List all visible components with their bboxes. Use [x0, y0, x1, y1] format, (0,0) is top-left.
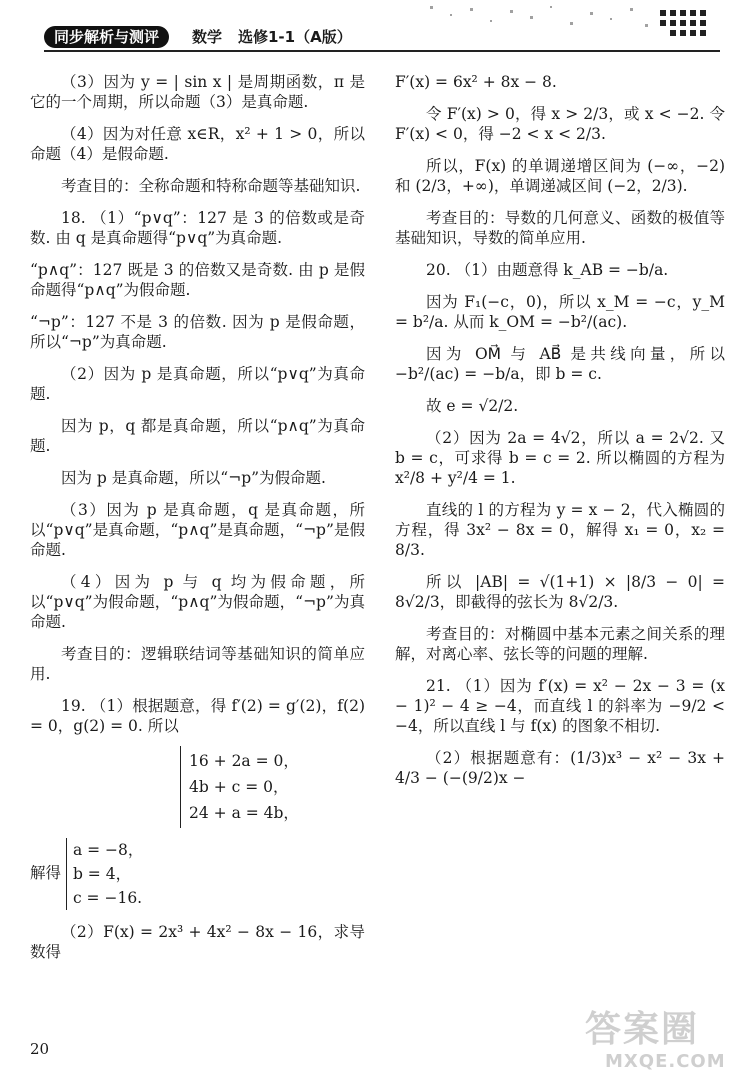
- paragraph: （2）因为 2a = 4√2，所以 a = 2√2. 又 b = c，可求得 b = c = 2. 所以椭圆的方程为 x²/8 + y²/4 = 1.: [395, 429, 725, 487]
- paragraph: 考查目的：全称命题和特称命题等基础知识.: [61, 177, 361, 195]
- paragraph: 令 F′(x) > 0，得 x > 2/3，或 x < −2. 令 F′(x) < 0，得 −2 < x < 2/3.: [395, 105, 725, 143]
- paragraph: 因为 p 是真命题，所以“¬p”为假命题.: [61, 469, 326, 487]
- watermark-logo: [585, 1010, 735, 1080]
- left-column: [30, 66, 365, 968]
- paragraph: 因为 OM⃗ 与 AB⃗ 是共线向量，所以 −b²/(ac) = −b/a，即 b = c.: [395, 345, 725, 383]
- paragraph: 考查目的：导数的几何意义、函数的极值等基础知识，导数的简单应用.: [395, 209, 725, 247]
- paragraph: （2）F(x) = 2x³ + 4x² − 8x − 16，求导数得: [30, 923, 365, 961]
- equation: a = −8，: [72, 841, 144, 859]
- equation: 16 + 2a = 0，: [189, 752, 299, 770]
- page-number: 20: [30, 1040, 50, 1058]
- paragraph: 因为 F₁(−c，0)，所以 x_M = −c，y_M = b²/a. 从而 k_OM = −b²/(ac).: [395, 293, 725, 331]
- page-header: [0, 0, 750, 58]
- subject-label: 数学: [192, 28, 223, 46]
- series-title: 同步解析与测评: [44, 26, 169, 48]
- equation: 4b + c = 0，: [189, 778, 289, 796]
- solve-label: 解得: [30, 864, 62, 882]
- paragraph: （3）因为 p 是真命题，q 是真命题，所以“p∨q”是真命题，“p∧q”是真命题，“¬p”是假命题.: [30, 501, 365, 559]
- course-label: 选修1-1（A版）: [238, 28, 352, 46]
- paragraph: 考查目的：逻辑联结词等基础知识的简单应用.: [30, 645, 365, 683]
- equation-system: [30, 742, 365, 832]
- paragraph: 21. （1）因为 f′(x) = x² − 2x − 3 = (x − 1)² − 4 ≥ −4，而直线 l 的斜率为 −9/2 < −4，所以直线 l 与 f(x) 的图象不相切.: [395, 677, 725, 735]
- right-column: [395, 66, 725, 794]
- paragraph: “¬p”：127 不是 3 的倍数. 因为 p 是假命题，所以“¬p”为真命题.: [30, 313, 365, 351]
- paragraph: F′(x) = 6x² + 8x − 8.: [395, 73, 557, 91]
- paragraph: 所以，F(x) 的单调递增区间为 (−∞，−2) 和 (2/3，+∞)，单调递减区间 (−2，2/3).: [395, 157, 725, 195]
- paragraph: 18. （1）“p∨q”：127 是 3 的倍数或是奇数. 由 q 是真命题得“p∨q”为真命题.: [30, 209, 365, 247]
- paragraph: 因为 p，q 都是真命题，所以“p∧q”为真命题.: [30, 417, 365, 455]
- paragraph: 直线的 l 的方程为 y = x − 2，代入椭圆的方程，得 3x² − 8x = 0，解得 x₁ = 0，x₂ = 8/3.: [395, 501, 725, 559]
- watermark-url: MXQE.COM: [605, 1051, 726, 1072]
- paragraph: （2）因为 p 是真命题，所以“p∨q”为真命题.: [30, 365, 365, 403]
- header-rule: [44, 50, 720, 52]
- paragraph: （2）根据题意有：(1/3)x³ − x² − 3x + 4/3 − (−(9/2)x −: [395, 749, 725, 787]
- solution-block: [30, 832, 365, 916]
- paragraph: 20. （1）由题意得 k_AB = −b/a.: [426, 261, 669, 279]
- equation: 24 + a = 4b，: [189, 804, 299, 822]
- paragraph: （3）因为 y = | sin x | 是周期函数，π 是它的一个周期，所以命题（3）是真命题.: [30, 73, 365, 111]
- header-decoration: [390, 0, 720, 48]
- paragraph: 考查目的：对椭圆中基本元素之间关系的理解，对离心率、弦长等的问题的理解.: [395, 625, 725, 663]
- equation: c = −16.: [72, 889, 143, 907]
- paragraph: 19. （1）根据题意，得 f′(2) = g′(2)，f(2) = 0，g(2) = 0. 所以: [30, 697, 365, 735]
- paragraph: 故 e = √2/2.: [426, 397, 519, 415]
- paragraph: 所以 |AB| = √(1+1) × |8/3 − 0| = 8√2/3，即截得的弦长为 8√2/3.: [395, 573, 725, 611]
- equation: b = 4，: [72, 865, 132, 883]
- paragraph: （4）因为对任意 x∈R，x² + 1 > 0，所以命题（4）是假命题.: [30, 125, 365, 163]
- watermark-text: 答案圈: [585, 1009, 700, 1050]
- paragraph: （4）因为 p 与 q 均为假命题，所以“p∨q”为假命题，“p∧q”为假命题，“¬p”为真命题.: [30, 573, 365, 631]
- paragraph: “p∧q”：127 既是 3 的倍数又是奇数. 由 p 是假命题得“p∧q”为假命题.: [30, 261, 365, 299]
